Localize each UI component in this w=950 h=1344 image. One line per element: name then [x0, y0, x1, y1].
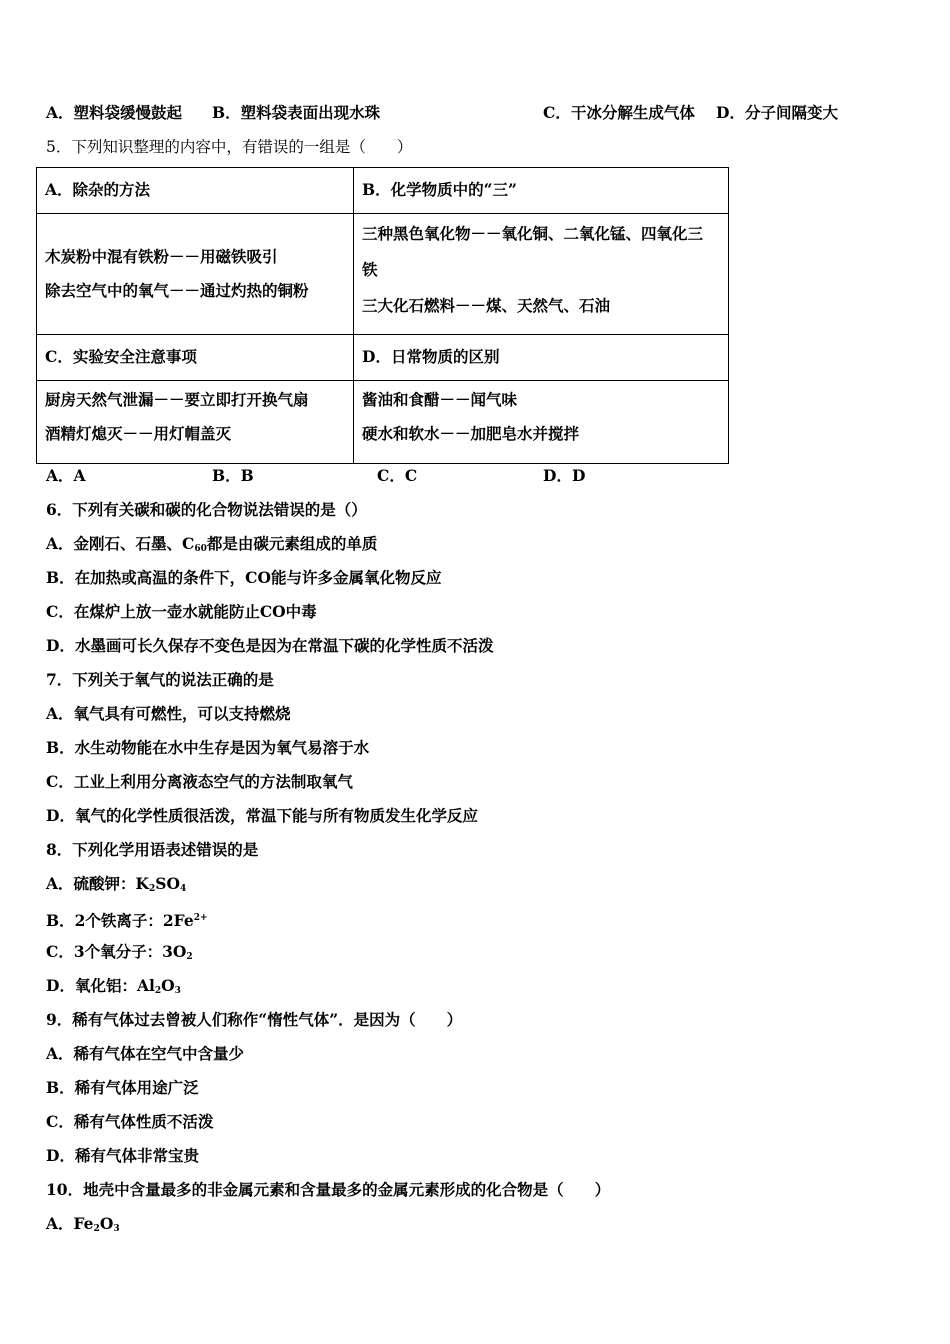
q6-option-a: A．金刚石、石墨、$C_{60}$都是由碳元素组成的单质 — [46, 534, 378, 554]
q8-option-c: C．3个氧分子：$3O_2$ — [46, 942, 193, 962]
table-line: 铁 — [362, 260, 378, 279]
table-cell-b-content — [354, 214, 729, 335]
table-line: 三种黑色氧化物－－氧化铜、二氧化锰、四氧化三 — [362, 224, 704, 243]
q7-option-c: C．工业上利用分离液态空气的方法制取氧气 — [46, 772, 353, 791]
table-cell-d-content — [354, 381, 729, 464]
q4-option-b: B．塑料袋表面出现水珠 — [212, 103, 381, 122]
q4-option-d: D．分子间隔变大 — [716, 103, 838, 122]
q6-stem: 6．下列有关碳和碳的化合物说法错误的是（） — [46, 500, 367, 519]
table-cell-a-content — [37, 214, 354, 335]
q5-option-b: B．B — [212, 466, 254, 485]
table-cell-c-content — [37, 381, 354, 464]
q9-option-d: D．稀有气体非常宝贵 — [46, 1146, 199, 1165]
table-line: 木炭粉中混有铁粉－－用磁铁吸引 — [45, 247, 278, 266]
q9-option-a: A．稀有气体在空气中含量少 — [46, 1044, 245, 1063]
q6-option-c: C．在煤炉上放一壶水就能防止CO中毒 — [46, 602, 317, 621]
q9-option-b: B．稀有气体用途广泛 — [46, 1078, 199, 1097]
q7-option-a: A．氧气具有可燃性，可以支持燃烧 — [46, 704, 291, 723]
table-line: 厨房天然气泄漏－－要立即打开换气扇 — [45, 390, 309, 409]
table-cell-b-header: B．化学物质中的“三” — [354, 168, 729, 214]
q8-option-b: B．2个铁离子：$2Fe^{2+}$ — [46, 911, 208, 930]
table-cell-c-header: C．实验安全注意事项 — [37, 335, 354, 381]
table-cell-d-header: D．日常物质的区别 — [354, 335, 729, 381]
q4-option-a: A．塑料袋缓慢鼓起 — [46, 103, 183, 122]
table-cell-a-header: A．除杂的方法 — [37, 168, 354, 214]
table-line: 硬水和软水－－加肥皂水并搅拌 — [362, 424, 580, 443]
q5-option-d: D．D — [543, 466, 586, 485]
q5-option-a: A．A — [46, 466, 86, 485]
q7-option-b: B．水生动物能在水中生存是因为氧气易溶于水 — [46, 738, 370, 757]
q10-stem: 10．地壳中含量最多的非金属元素和含量最多的金属元素形成的化合物是（ ） — [46, 1180, 611, 1199]
q5-stem: 5．下列知识整理的内容中，有错误的一组是（ ） — [46, 138, 413, 156]
q8-option-d: D．氧化铝：$Al_2O_3$ — [46, 976, 181, 996]
q4-option-c: C．干冰分解生成气体 — [543, 103, 695, 122]
q10-option-a: A．$Fe_2O_3$ — [46, 1214, 120, 1234]
q9-option-c: C．稀有气体性质不活泼 — [46, 1112, 214, 1131]
table-line: 酱油和食醋－－闻气味 — [362, 390, 518, 409]
table-line: 三大化石燃料－－煤、天然气、石油 — [362, 296, 611, 315]
q8-stem: 8．下列化学用语表述错误的是 — [46, 840, 259, 859]
q8-option-a: A．硫酸钾：$K_2SO_4$ — [46, 874, 187, 894]
q9-stem: 9．稀有气体过去曾被人们称作“惰性气体”．是因为（ ） — [46, 1010, 463, 1029]
q6-option-b: B．在加热或高温的条件下，CO能与许多金属氧化物反应 — [46, 568, 442, 587]
q6-option-d: D．水墨画可长久保存不变色是因为在常温下碳的化学性质不活泼 — [46, 636, 494, 655]
q7-stem: 7．下列关于氧气的说法正确的是 — [46, 670, 274, 689]
table-line: 酒精灯熄灭－－用灯帽盖灭 — [45, 424, 232, 443]
q5-option-c: C．C — [377, 466, 418, 485]
q5-knowledge-table — [36, 167, 729, 464]
table-line: 除去空气中的氧气－－通过灼热的铜粉 — [45, 281, 309, 300]
q7-option-d: D．氧气的化学性质很活泼，常温下能与所有物质发生化学反应 — [46, 806, 478, 825]
